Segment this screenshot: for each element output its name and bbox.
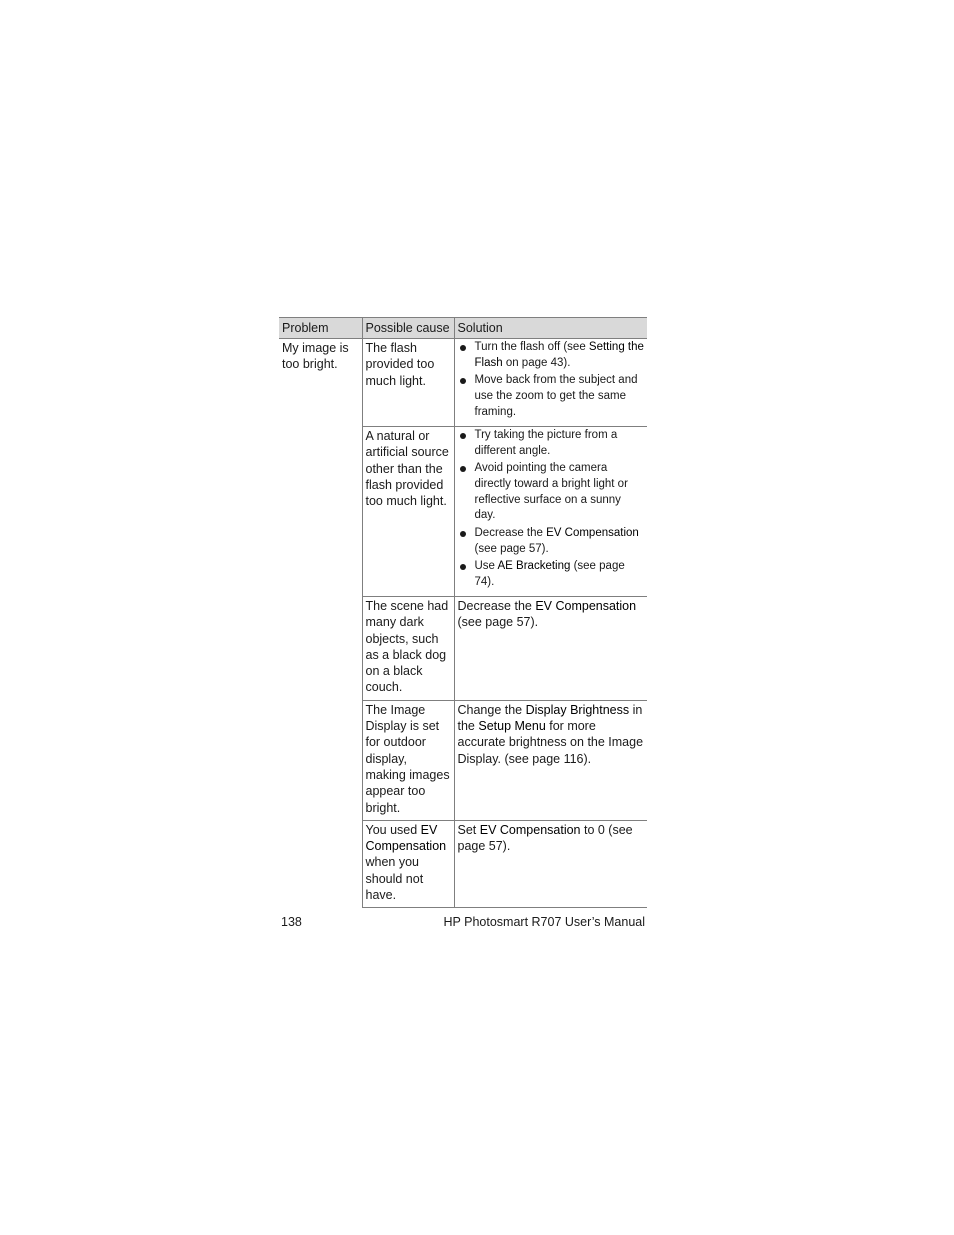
header-problem: Problem (279, 318, 362, 339)
solution-cell (454, 339, 647, 427)
bullet-icon (460, 466, 466, 472)
manual-title: HP Photosmart R707 User’s Manual (443, 915, 645, 929)
list-item: Decrease the EV Compensation (see page 57). (458, 526, 645, 558)
solution-cell: Set EV Compensation to 0 (see page 57). (454, 820, 647, 907)
page-number: 138 (281, 915, 302, 929)
bullet-icon (460, 345, 466, 351)
cross-reference: AE Bracketing (497, 559, 571, 572)
cross-reference: EV Compensation (546, 526, 639, 539)
cause-cell: You used EV Compensation when you should not have. (362, 820, 454, 907)
list-item: Try taking the picture from a different angle. (458, 428, 645, 460)
cause-cell: The scene had many dark objects, such as a black dog on a black couch. (362, 596, 454, 700)
cross-reference: EV Compensation (535, 598, 637, 613)
cause-cell: The flash provided too much light. (362, 339, 454, 427)
cross-reference: Setup Menu (478, 719, 546, 734)
list-item: Turn the flash off (see Setting the Flash on page 43). (458, 340, 645, 372)
problem-cell: My image is too bright. (279, 339, 362, 908)
cross-reference: Setting the Flash (474, 341, 644, 369)
cause-cell: The Image Display is set for outdoor display, making images appear too bright. (362, 700, 454, 820)
list-item: Move back from the subject and use the zoom to get the same framing. (458, 373, 645, 420)
cross-reference: EV Compensation (365, 822, 447, 854)
bullet-icon (460, 378, 466, 384)
header-possible-cause: Possible cause (362, 318, 454, 339)
troubleshooting-table (279, 317, 647, 908)
list-item: Use AE Bracketing (see page 74). (458, 559, 645, 591)
solution-cell: Change the Display Brightness in the Setup Menu for more accurate brightness on the Image Display. (see page 116). (454, 700, 647, 820)
solution-cell (454, 426, 647, 596)
table-row (279, 339, 647, 427)
header-solution: Solution (454, 318, 647, 339)
bullet-icon (460, 433, 466, 439)
cross-reference: EV Compensation (479, 822, 581, 837)
cause-cell: A natural or artificial source other than the flash provided too much light. (362, 426, 454, 596)
cross-reference: Display Brightness (525, 702, 630, 717)
bullet-icon (460, 531, 466, 537)
solution-list (458, 428, 645, 590)
solution-list (458, 340, 645, 420)
table-header-row (279, 318, 647, 339)
bullet-icon (460, 564, 466, 570)
list-item: Avoid pointing the camera directly toward a bright light or reflective surface on a sunny day. (458, 461, 645, 524)
solution-cell: Decrease the EV Compensation (see page 57). (454, 596, 647, 700)
